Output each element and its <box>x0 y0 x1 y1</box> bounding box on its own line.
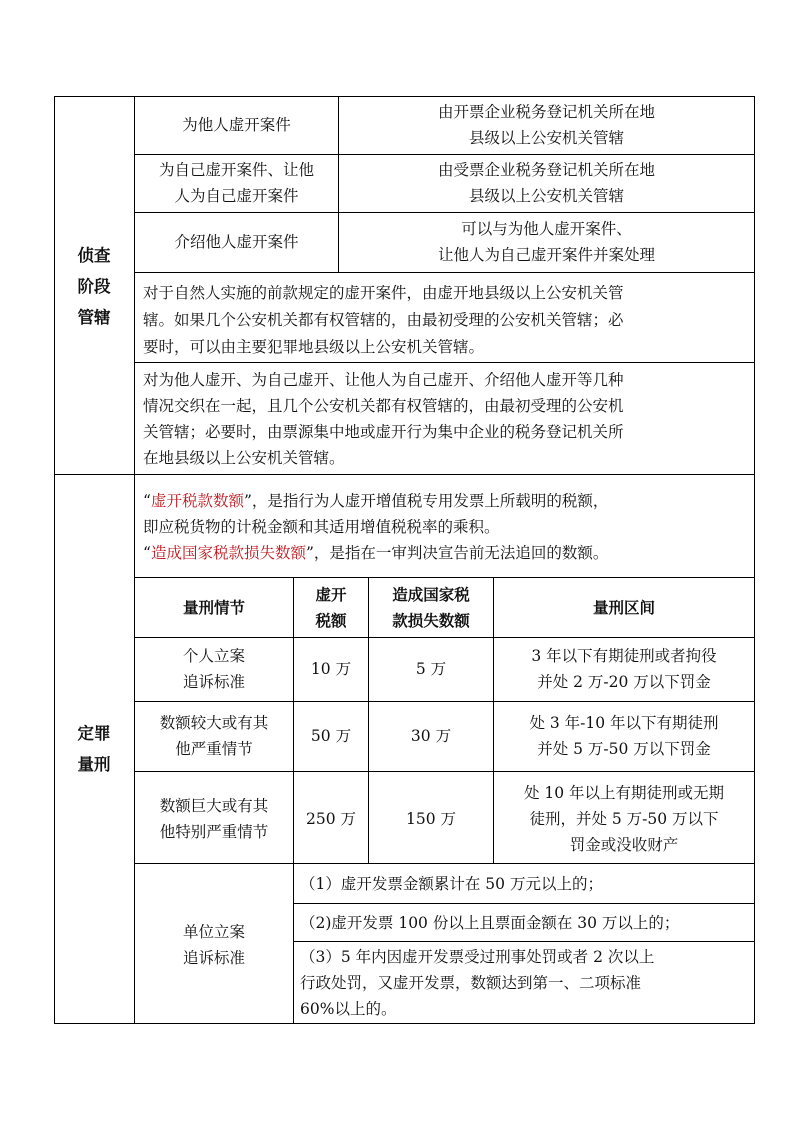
jurisdiction-cell: 由开票企业税务登记机关所在地 县级以上公安机关管辖 <box>437 103 655 147</box>
circumstance-cell: 数额巨大或有其 他特别严重情节 <box>159 797 269 841</box>
header-tax: 虚开 税额 <box>315 586 347 630</box>
unit-standard-label: 单位立案 追诉标准 <box>182 923 245 967</box>
tax-cell: 50 万 <box>310 727 352 745</box>
term-tax-amount: 虚开税款数额 <box>150 492 244 510</box>
unit-standard-item-3: （3）5 年内因虚开发票受过刑事处罚或者 2 次以上 行政处罚，又虚开发票，数额达到第一、二项标准 60%以上的。 <box>300 948 655 1018</box>
tax-cell: 250 万 <box>305 810 356 828</box>
case-type-cell: 为他人虚开案件 <box>182 116 291 134</box>
definitions-paragraph: “虚开税款数额”，是指行为人虚开增值税专用发票上所载明的税额， 即应税货物的计税金额和其适用增值税税率的乘积。 “造成国家税款损失数额”，是指在一审判决宣告前无法追回的数额。 <box>143 488 608 566</box>
loss-cell: 150 万 <box>405 810 456 828</box>
circumstance-cell: 数额较大或有其 他严重情节 <box>159 714 269 758</box>
circumstance-cell: 个人立案 追诉标准 <box>182 647 245 691</box>
definition-loss-amount: “造成国家税款损失数额”，是指在一审判决宣告前无法追回的数额。 <box>143 544 609 562</box>
range-cell: 3 年以下有期徒刑或者拘役 并处 2 万-20 万以下罚金 <box>531 647 717 691</box>
term-loss-amount: 造成国家税款损失数额 <box>150 544 306 562</box>
sentencing-label: 定罪 量刑 <box>77 724 111 774</box>
loss-cell: 5 万 <box>415 660 447 678</box>
header-loss: 造成国家税 款损失数额 <box>392 586 470 630</box>
unit-standard-item-1: （1）虚开发票金额累计在 50 万元以上的； <box>300 875 603 893</box>
mixed-case-paragraph: 对为他人虚开、为自己虚开、让他人为自己虚开、介绍他人虚开等几种 情况交织在一起，且几个公安机关都有权管辖的，由最初受理的公安机 关管辖；必要时，由票源集中地或虚开行为集中企业的税务登记机关所 在地县级以上公安机关管辖。 <box>143 371 624 467</box>
unit-standard-item-2: （2)虚开发票 100 份以上且票面金额在 30 万以上的； <box>300 914 680 932</box>
jurisdiction-cell: 可以与为他人虚开案件、 让他人为自己虚开案件并案处理 <box>437 220 655 264</box>
range-cell: 处 3 年-10 年以下有期徒刑 并处 5 万-50 万以下罚金 <box>529 714 719 758</box>
definition-tax-amount: “虚开税款数额”，是指行为人虚开增值税专用发票上所载明的税额， <box>143 492 609 510</box>
case-type-cell: 为自己虚开案件、让他 人为自己虚开案件 <box>158 161 314 205</box>
header-circumstance: 量刑情节 <box>182 599 245 617</box>
investigation-label: 侦查 阶段 管辖 <box>77 246 111 327</box>
tax-cell: 10 万 <box>310 660 352 678</box>
loss-cell: 30 万 <box>410 727 452 745</box>
header-range: 量刑区间 <box>592 599 655 617</box>
range-cell: 处 10 年以上有期徒刑或无期 徒刑，并处 5 万-50 万以下 罚金或没收财产 <box>523 784 725 854</box>
natural-person-paragraph: 对于自然人实施的前款规定的虚开案件，由虚开地县级以上公安机关管 辖。如果几个公安机关都有权管辖的，由最初受理的公安机关管辖；必 要时，可以由主要犯罪地县级以上公安机关管辖。 <box>143 284 624 356</box>
jurisdiction-cell: 由受票企业税务登记机关所在地 县级以上公安机关管辖 <box>437 161 655 205</box>
case-type-cell: 介绍他人虚开案件 <box>174 233 299 251</box>
